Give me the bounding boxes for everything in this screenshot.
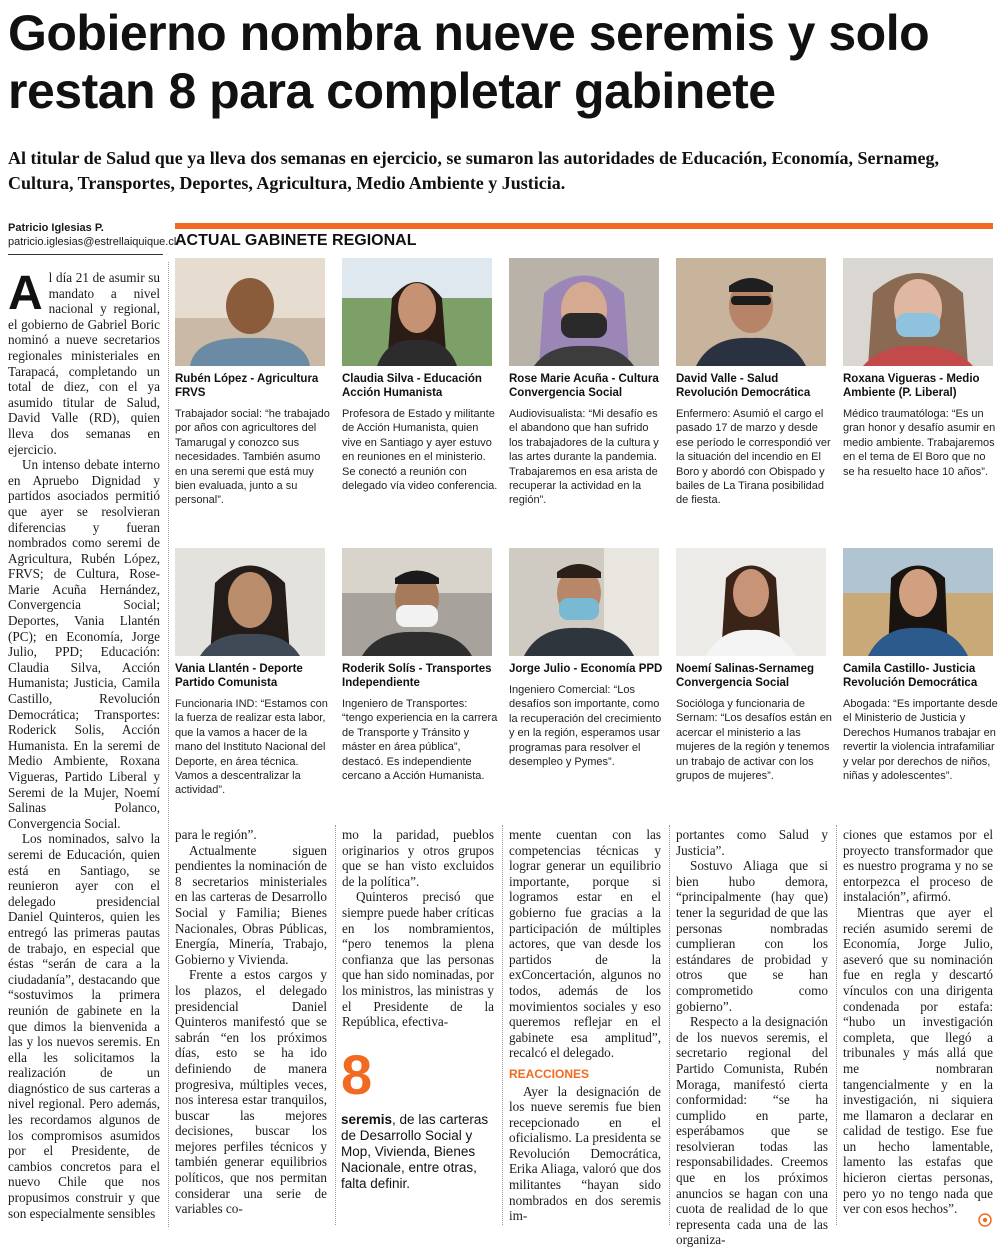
profile-name: Roderik Solís - Transportes Independiente	[342, 663, 492, 689]
author-name: Patricio Iglesias P.	[8, 222, 104, 234]
profile-card	[175, 548, 331, 798]
paragraph: Los nominados, salvo la seremi de Educación, quien está en Santiago, se reunieron ayer con el delegado presidencial Daniel Quinteros, quien les entregó las primeras pautas de trabajo, en especial que éstas “serán de cara a la ciudadanía”, destacando que “sostuvimos la primera reunión de gabinete en la que dimos la bienvenida a las y los nuevos seremis. En ella les solicitamos la realización de un diagnóstico de sus carteras a nivel regional. Pero además, les recordamos algunos de los compromisos asumidos por el Presidente, de cambios concretos para el nuevo Chile que nos propusimos construir y que son especialmente sensibles	[8, 831, 160, 1221]
profile-name: Rubén López - Agricultura FRVS	[175, 373, 319, 399]
section-subhead: REACCIONES	[509, 1066, 590, 1081]
author-email[interactable]: patricio.iglesias@estrellaiquique.cl	[8, 236, 177, 248]
article-column-4	[509, 827, 661, 1224]
profile-card	[676, 548, 832, 783]
paragraph: mente cuentan con las competencias técnicas y lograr generar un equilibrio importante, porque si logramos estar en el gobierno fue gracias a la participación de múltiples actores, que van desde los partidos de la exConcertación, algunos no todos, además de los movimientos sociales y eso queremos reflejar en el gabinete esa amplitud”, recalcó el delegado.	[509, 827, 661, 1061]
portrait-photo	[843, 548, 993, 656]
paragraph: Quinteros precisó que siempre puede haber críticas en los nombramientos, “pero tenemos la plena confianza que las personas que han sido nominadas, por los ministros, las ministras y el Presidente de la República, efectiva-	[342, 889, 494, 1030]
portrait-photo	[676, 258, 826, 366]
paragraph: Ayer la designación de los nueve seremis fue bien recepcionado en el oficialismo. La presidenta se Revolución Democrática, Erika Aliaga, valoró que dos militantes “hayan sido nombrados en dos seremis im-	[509, 1083, 661, 1224]
profile-card	[843, 258, 999, 479]
portrait-photo	[175, 548, 325, 656]
byline	[8, 221, 176, 249]
profile-desc: Trabajador social: “he trabajado por años con agricultores del Tamarugal y conozco sus necesidades. También asumo en una seremi que está muy bien evaluada, junto a su personal”.	[175, 408, 330, 507]
profile-desc: Profesora de Estado y militante de Acción Humanista, quien vive en Santiago y ayer estuvo en reuniones en el ministerio. Se conectó a reunión con delegado vía video conferencia.	[342, 408, 498, 493]
profile-card	[509, 258, 665, 508]
paragraph: Mientras que ayer el recién asumido seremi de Economía, Jorge Julio, aseveró que su nominación fue en regla y descartó vínculos con una dirigenta condenada por estafa: “hubo un investigación completa, que llegó a tribunales y más allá que me nombraran tangencialmente y en la investigación, ni siquiera me llamaron a declarar en calidad de testigo. Ese fue un hecho lamentable, lamento las estafas que hicieron ciertas personas, pero yo no tengo nada que ver con esos hechos”.	[843, 904, 993, 1217]
portrait-photo	[175, 258, 325, 366]
article-column-1	[8, 267, 160, 1221]
paragraph: Actualmente siguen pendientes la nominación de 8 secretarios ministeriales en las carteras de Desarrollo Social y Familia; Bienes Nacionales, Obras Públicas, Energía, Minería, Trabajo, Gobierno y Vivienda.	[175, 842, 327, 967]
article-column-6	[843, 827, 993, 1217]
profile-name: David Valle - Salud Revolución Democrática	[676, 373, 811, 399]
callout-bold: seremis	[341, 1112, 393, 1127]
dropcap: A	[8, 267, 43, 320]
profile-card	[342, 548, 498, 783]
profile-name: Vania Llantén - Deporte Partido Comunista	[175, 663, 303, 689]
paragraph: ciones que estamos por el proyecto transformador que es nuestro programa y no se entorpezca el proceso de instalación”, afirmó.	[843, 827, 993, 905]
profile-name: Claudia Silva - Educación Acción Humanista	[342, 373, 482, 399]
profile-desc: Abogada: “Es importante desde el Ministerio de Justicia y Derechos Humanos trabajar en revertir la violencia intrafamiliar y velar por derechos de niños, niñas y adolescentes”.	[843, 698, 998, 783]
profile-name: Rose Marie Acuña - Cultura Convergencia Social	[509, 373, 659, 399]
end-mark-icon	[978, 1213, 992, 1227]
column-divider	[502, 825, 503, 1225]
callout-number: 8	[341, 1043, 373, 1106]
profile-card	[676, 258, 832, 508]
profile-desc: Ingeniero Comercial: “Los desafíos son importante, como la recuperación del crecimiento y en la región, esperamos usar programas para resolver el desempleo y Pymes”.	[509, 684, 662, 769]
profile-name: Jorge Julio - Economía PPD	[509, 663, 663, 675]
profile-name: Noemí Salinas-Sernameg Convergencia Social	[676, 663, 815, 689]
portrait-photo	[676, 548, 826, 656]
paragraph: Respecto a la designación de los nuevos seremis, el secretario regional del Partido Comunista, Rubén Moraga, manifestó cierta conformidad: “se ha cumplido en parte, esperábamos que se resolvieran todas las responsabilidades. Creemos que en los próximos anuncios se hagan con una cuota de realidad de lo que representa cada una de las organiza-	[676, 1014, 828, 1248]
paragraph: l día 21 de asumir su mandato a nivel nacional y regional, el gobierno de Gabriel Boric nominó a nueve secretarios regionales ministeriales en Tarapacá, completando un total de diez, con el ya asumido titular de Salud, David Valle (RD), quien lleva dos semanas en ejercicio.	[8, 270, 160, 457]
portrait-photo	[509, 548, 659, 656]
profile-desc: Funcionaria IND: “Estamos con la fuerza de realizar esta labor, que la vamos a hacer de la mano del Instituto Nacional del Deporte, en área técnica. Vamos a descentralizar la actividad”.	[175, 698, 328, 797]
profile-card	[175, 258, 331, 508]
profile-card	[342, 258, 498, 493]
profile-desc: Ingeniero de Transportes: “tengo experiencia en la carrera de Transporte y Tránsito y máster en área pública”, destacó. Es independiente cercano a Acción Humanista.	[342, 698, 498, 783]
deck: Al titular de Salud que ya lleva dos semanas en ejercicio, se sumaron las autoridades de Educación, Economía, Sernameg, Cultura, Transportes, Deportes, Agricultura, Medio Ambiente y Justicia.	[8, 148, 940, 193]
portrait-photo	[342, 258, 492, 366]
portrait-photo	[342, 548, 492, 656]
profile-desc: Audiovisualista: “Mi desafío es el abandono que han sufrido los trabajadores de la cultura y las artes durante la pandemia. Trabajaremos en esa arista de recuperar la actividad en la región”.	[509, 408, 659, 507]
callout-text	[341, 1112, 491, 1192]
paragraph: Frente a estos cargos y los plazos, el delegado presidencial Daniel Quinteros manifestó que se sabrán “en los próximos días, esto se ha ido definiendo de manera progresiva, múltiples veces, nos interesa estar tranquilos, buscar las mejores decisiones, buscar los mejores perfiles técnicos y también generar equilibrios políticos, que nos permitan considerar una serie de variables co-	[175, 967, 327, 1217]
profile-desc: Médico traumatóloga: “Es un gran honor y desafío asumir en medio ambiente. Trabajaremos en el tema de El Boro que no se ha resuelto hace 10 años”.	[843, 408, 996, 478]
section-accent-bar	[175, 223, 993, 229]
article-column-3	[342, 827, 494, 1030]
paragraph: Un intenso debate interno en Apruebo Dignidad y partidos asociados permitió que ayer se resolvieran diferencias y fueran nombrados como seremi de Agricultura, Rubén López, FRVS; de Cultura, Rose-Marie Acuña Hernández, Convergencia Social; Deportes, Vania Llantén (PC); en Economía, Jorge Julio, PPD; Educación: Claudia Silva, Acción Humanista; Justicia, Camila Castillo, Revolución Democrática; Transportes: Roderick Solis, Acción Humanista. En la seremi de Medio Ambiente, Roxana Vigueras, Partido Liberal y Seremi de la Mujer, Noemí Salinas Polanco, Convergencia Social.	[8, 457, 160, 831]
article-column-5	[676, 827, 828, 1248]
paragraph: Sostuvo Aliaga que si bien hubo demora, “principalmente (hay que) tener la seguridad de que las personas nombradas cumplieran con los estándares de probidad y otros que se han comprometido como gobierno”.	[676, 858, 828, 1014]
article-column-2	[175, 827, 327, 1217]
paragraph: mo la paridad, pueblos originarios y otros grupos que se han visto excluidos de la política”.	[342, 827, 494, 889]
profile-card	[843, 548, 999, 783]
profile-name: Roxana Vigueras - Medio Ambiente (P. Liberal)	[843, 373, 980, 399]
profile-name: Camila Castillo- Justicia Revolución Democrática	[843, 663, 978, 689]
profile-card	[509, 548, 665, 769]
section-title: ACTUAL GABINETE REGIONAL	[175, 232, 417, 249]
column-divider	[335, 825, 336, 1225]
column-divider	[669, 825, 670, 1225]
profile-desc: Enfermero: Asumió el cargo el pasado 17 de marzo y desde ese período le correspondió ver la situación del incendio en El Boro y abordó con Obispado y bailes de La Tirana posibilidad de fiesta.	[676, 408, 831, 507]
portrait-photo	[843, 258, 993, 366]
callout-body: , de las carteras de Desarrollo Social y Mop, Vivienda, Bienes Nacionale, entre otras, falta definir.	[341, 1112, 489, 1191]
byline-rule	[8, 254, 163, 255]
headline: Gobierno nombra nueve seremis y solo restan 8 para completar gabinete	[8, 5, 930, 119]
portrait-photo	[509, 258, 659, 366]
column-divider	[168, 262, 169, 1227]
paragraph: portantes como Salud y Justicia”.	[676, 827, 828, 858]
column-divider	[836, 825, 837, 1225]
profile-desc: Socióloga y funcionaria de Sernam: “Los desafíos están en acercar el ministerio a las mujeres de la región y tenemos un trabajo de activar con los grupos de mujeres”.	[676, 698, 832, 783]
paragraph: para le región”.	[175, 827, 257, 842]
